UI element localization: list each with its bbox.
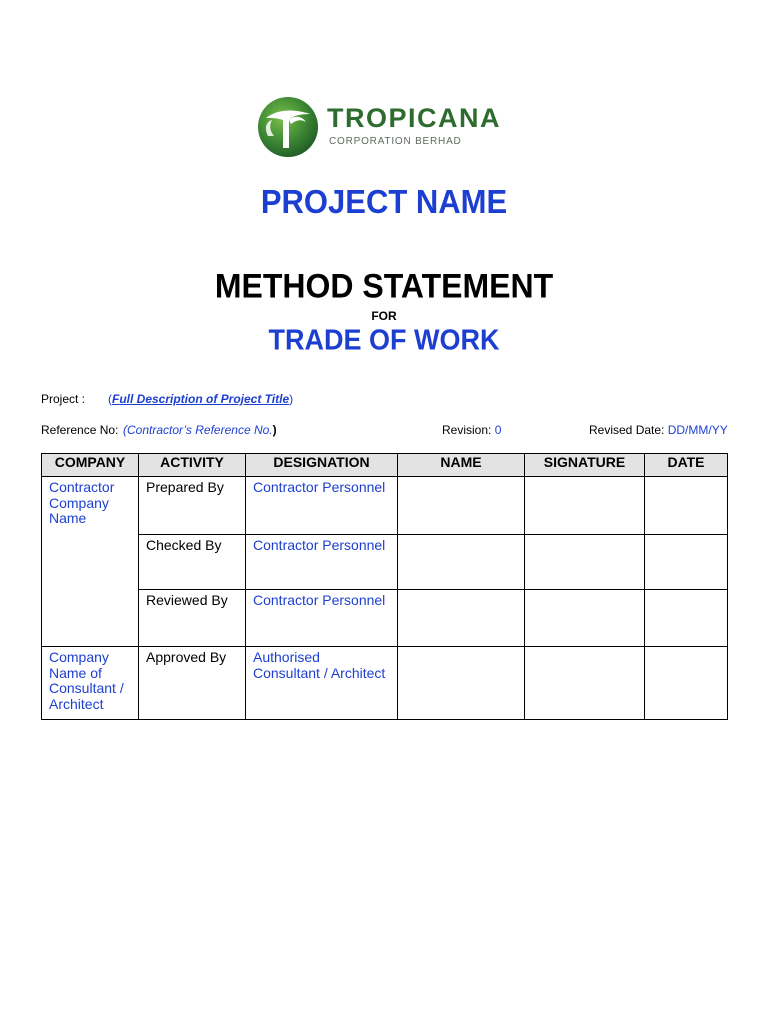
signature-cell[interactable] [525,477,645,535]
date-cell[interactable] [645,647,728,720]
signature-cell[interactable] [525,647,645,720]
company-logo [256,96,526,158]
activity-cell: Checked By [139,535,246,590]
name-cell[interactable] [398,647,525,720]
activity-cell: Reviewed By [139,590,246,647]
project-title-link[interactable]: Full Description of Project Title [112,392,290,406]
project-name-title: PROJECT NAME [260,182,508,221]
project-value-close: ) [289,392,294,406]
name-cell[interactable] [398,590,525,647]
date-cell[interactable] [645,535,728,590]
name-cell[interactable] [398,535,525,590]
header-signature: SIGNATURE [525,454,645,477]
revised-date-row [589,423,729,437]
trade-of-work-title: TRADE OF WORK [268,324,500,356]
name-cell[interactable] [398,477,525,535]
revision-value: 0 [494,423,502,437]
date-cell[interactable] [645,477,728,535]
project-value [108,392,293,406]
table-row [42,590,728,647]
date-cell[interactable] [645,590,728,647]
reference-row [41,423,118,437]
designation-cell[interactable]: Authorised Consultant / Architect [246,647,398,720]
header-designation: DESIGNATION [246,454,398,477]
reference-label: Reference No: [41,423,119,437]
activity-cell: Approved By [139,647,246,720]
logo-name: TROPICANA [327,103,501,133]
header-name: NAME [398,454,525,477]
designation-cell[interactable]: Contractor Personnel [246,477,398,535]
project-row [41,392,85,406]
designation-cell[interactable]: Contractor Personnel [246,535,398,590]
revised-date-label: Revised Date: [589,423,665,437]
signature-cell[interactable] [525,535,645,590]
revision-row [442,423,501,437]
signature-cell[interactable] [525,590,645,647]
company-cell[interactable]: Contractor Company Name [42,477,139,647]
project-label: Project : [41,392,86,406]
logo-subtitle: CORPORATION BERHAD [329,136,462,147]
designation-cell[interactable]: Contractor Personnel [246,590,398,647]
reference-value [123,423,277,437]
header-date: DATE [645,454,728,477]
reference-close: ) [272,423,277,437]
activity-cell: Prepared By [139,477,246,535]
table-row [42,535,728,590]
project-value-open: ( [108,392,112,406]
table-header-row [42,454,728,477]
tropicana-logo-icon [256,96,320,158]
table-row [42,477,728,535]
approval-table [41,453,728,720]
header-company: COMPANY [42,454,139,477]
reference-number: (Contractor’s Reference No. [123,423,273,437]
header-activity: ACTIVITY [139,454,246,477]
table-row [42,647,728,720]
for-label: FOR [371,309,397,323]
revised-date-value: DD/MM/YY [667,423,728,437]
document-title: METHOD STATEMENT [214,266,554,306]
revision-label: Revision: [442,423,492,437]
company-cell[interactable]: Company Name of Consultant / Architect [42,647,139,720]
